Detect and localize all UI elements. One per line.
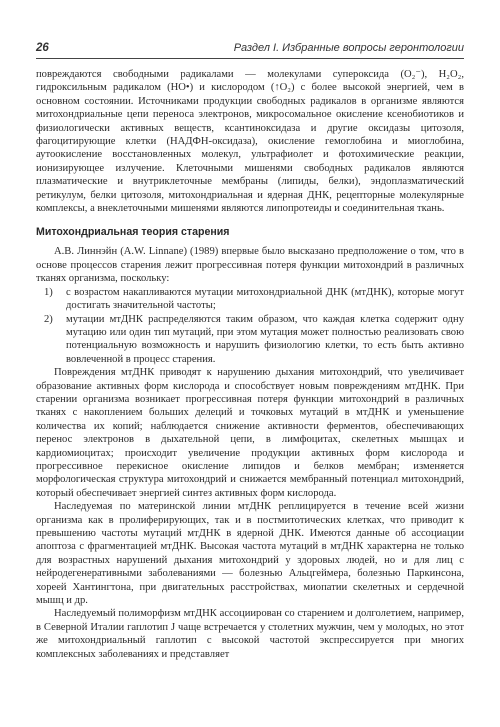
- list-item-number: 2): [44, 313, 53, 325]
- list-item: [36, 313, 464, 367]
- list-item-number: 1): [44, 286, 53, 298]
- body-paragraph: Наследуемая по материнской линии мтДНК реплицируется в течение всей жизни организма как в пролиферирующих, так и в постмитотических клетках, что приводит к превышению частоты мутаций мтДНК в ядерной ДНК. Имеются данные об ассоциации апоптоза с фрагментацией мтДНК. Высокая частота мутаций в мтДНК характерна не только для возрастных нарушений дыхания митохондрий у здоровых людей, но и для лиц с нейродегенеративными заболеваниями — болезнью Альцгеймера, болезнью Паркинсона, хореей Хантингтона, при двигательных расстройствах, миопатии скелетных и сердечной мышц и др.: [36, 501, 464, 607]
- list-item-text: мутации мтДНК распределяются таким образом, что каждая клетка содержит одну мутацию или один тип мутаций, при этом мутация может полностью реализовать свою потенциальную возможность и нарушить физиологию клетки, то есть быть активно вовлеченной в процесс старения.: [66, 313, 464, 365]
- list-item-text: с возрастом накапливаются мутации митохондриальной ДНК (мтДНК), которые могут достигать значительной частоты;: [66, 286, 464, 312]
- list-item: [36, 286, 464, 313]
- lead-paragraph: А.В. Линнэйн (A.W. Linnane) (1989) впервые было высказано предположение о том, что в основе процессов старения лежит прогрессивная потеря функции митохондрий в различных тканях организма, поскольку:: [36, 246, 464, 285]
- numbered-list: [36, 286, 464, 366]
- header-rule: [36, 58, 464, 59]
- body-paragraph: Повреждения мтДНК приводят к нарушению дыхания митохондрий, что увеличивает образование активных форм кислорода и способствует новым повреждениям мтДНК. При старении организма возникает прогрессивная потеря функции митохондрий в различных тканях с накоплением больших делеций и точковых мутаций в мтДНК и уменьшение количества их копий; наблюдается снижение активности ферментов, обеспечивающих перенос электронов в дыхательной цепи, в лимфоцитах, скелетных мышцах и кардиомиоцитах; происходит увеличение продукции активных форм кислорода и прогрессивное перекисное окисление липидов и белков мембран; изменяется морфологическая структура митохондрий и снижается мембранный потенциал митохондрий, который обеспечивает энергией синтез активных форм кислорода.: [36, 367, 464, 499]
- running-section-title: Раздел I. Избранные вопросы геронтологии: [233, 42, 464, 54]
- page-number: 26: [36, 42, 49, 54]
- intro-paragraph: повреждаются свободными радикалами — молекулами супероксида (O₂⁻), H₂O₂, гидроксильным радикалом (HO•) и кислородом (↑O₂) с более высокой энергией, чем в основном состоянии. Источниками продукции свободных радикалов в организме являются митохондриальные цепи переноса электронов, микросомальное окисление ксенобиотиков и физиологически активных веществ, ксантиноксидаза и другие оксидазы цитозоля, фагоцитирующие клетки (НАДФН-оксидаза), окисление гемоглобина и миоглобина, аутоокисление восстановленных молекул, ультрафиолет и фотохимические реакции, ионизирующее излучение. Клеточными мишенями свободных радикалов являются плазматические и внутриклеточные мембраны (липиды, белки), эндоплазматический ретикулум, белки цитозоля, митохондриальная и ядерная ДНК, рецепторные молекулярные комплексы, а внеклеточными мишенями являются липопротеиды и соединительная ткань.: [36, 69, 464, 215]
- page-header: [36, 40, 464, 58]
- page-body: [36, 68, 464, 661]
- body-paragraph: Наследуемый полиморфизм мтДНК ассоциирован со старением и долголетием, например, в Северной Италии гаплотип J чаще встречается у столетних мужчин, чем у молодых, но этот же митохондриальный гаплотип с высокой частотой экспрессируется при многих комплексных заболеваниях и представляет: [36, 608, 464, 660]
- section-heading: Митохондриальная теория старения: [36, 226, 230, 239]
